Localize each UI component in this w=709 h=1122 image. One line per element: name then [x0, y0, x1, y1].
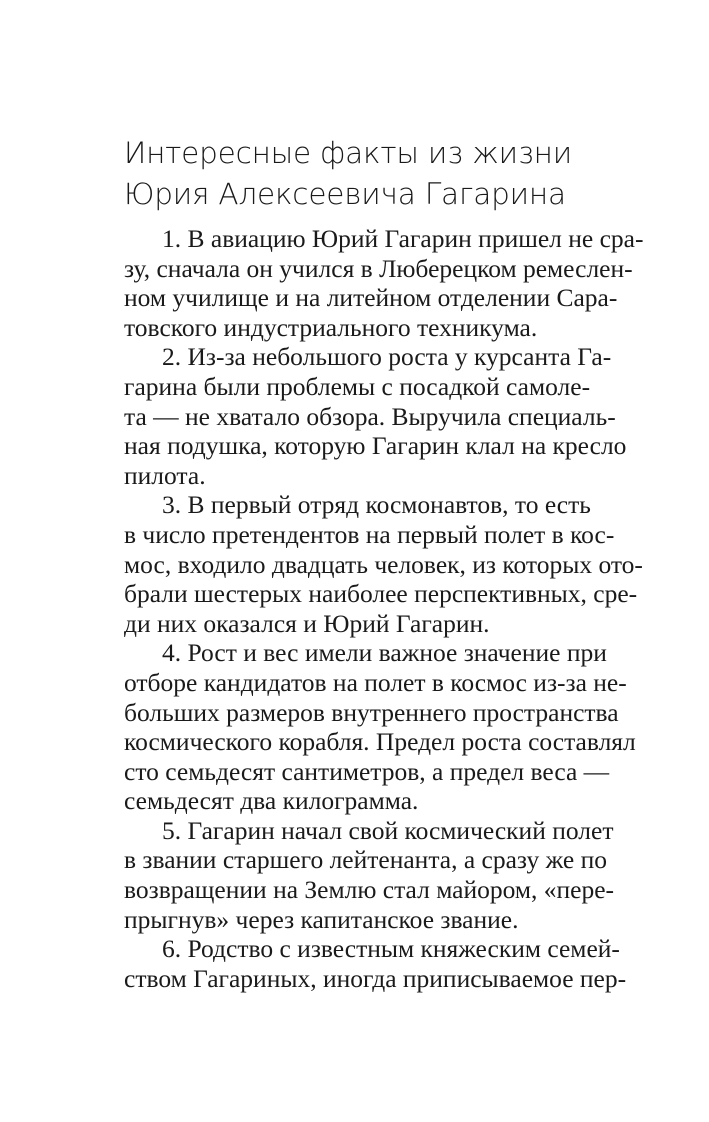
text-line: 5. Гагарин начал свой космический полет [162, 815, 614, 845]
paragraph-5 [124, 815, 615, 934]
paragraph-6 [124, 934, 627, 993]
text-line: 4. Рост и вес имели важное значение при [162, 638, 607, 668]
paragraph-4 [124, 638, 636, 816]
text-line: товского индустриального техникума. [124, 312, 538, 342]
text-line: зу, сначала он учился в Люберецком ремеслен- [124, 253, 633, 283]
chapter-heading [124, 133, 644, 215]
text-line: отборе кандидатов на полет в космос из-за не- [124, 667, 627, 697]
text-line: ди них оказался и Юрий Гагарин. [124, 608, 490, 638]
text-line: 6. Родство с известным княжеским семей- [162, 934, 620, 964]
text-line: та — не хватало обзора. Выручила специаль- [124, 401, 616, 431]
paragraph-1 [124, 224, 644, 342]
text-line: в звании старшего лейтенанта, а сразу же по [124, 845, 607, 875]
text-line: 1. В авиацию Юрий Гагарин пришел не сра- [162, 224, 644, 253]
text-line: ная подушка, которую Гагарин клал на кресло [124, 431, 627, 461]
text-line: в число претендентов на первый полет в кос- [124, 519, 615, 549]
paragraph-2 [124, 342, 627, 490]
heading-line-2: Юрия Алексеевича Гагарина [124, 177, 566, 211]
text-line: мос, входило двадцать человек, из которых ото- [124, 549, 643, 579]
body-text [124, 224, 644, 993]
text-line: гарина были проблемы с посадкой самоле- [124, 371, 591, 401]
text-line: больших размеров внутреннего пространства [124, 697, 619, 727]
text-line: ном училище и на литейном отделении Сара- [124, 283, 618, 313]
text-line: прыгнув» через капитанское звание. [124, 904, 519, 934]
text-line: ством Гагариных, иногда приписываемое пер- [124, 963, 627, 993]
text-line: 2. Из-за небольшого роста у курсанта Га- [162, 342, 612, 372]
text-line: космического корабля. Предел роста составлял [124, 727, 636, 757]
text-line: семьдесят два килограмма. [124, 786, 419, 816]
paragraph-3 [124, 490, 643, 638]
text-line: сто семьдесят сантиметров, а предел веса — [124, 756, 610, 786]
heading-line-1: Интересные факты из жизни [124, 136, 572, 170]
text-line: возвращении на Землю стал майором, «пере- [124, 875, 615, 905]
text-line: пилота. [124, 460, 206, 490]
text-line: брали шестерых наиболее перспективных, сре- [124, 579, 638, 609]
text-line: 3. В первый отряд космонавтов, то есть [162, 490, 591, 520]
